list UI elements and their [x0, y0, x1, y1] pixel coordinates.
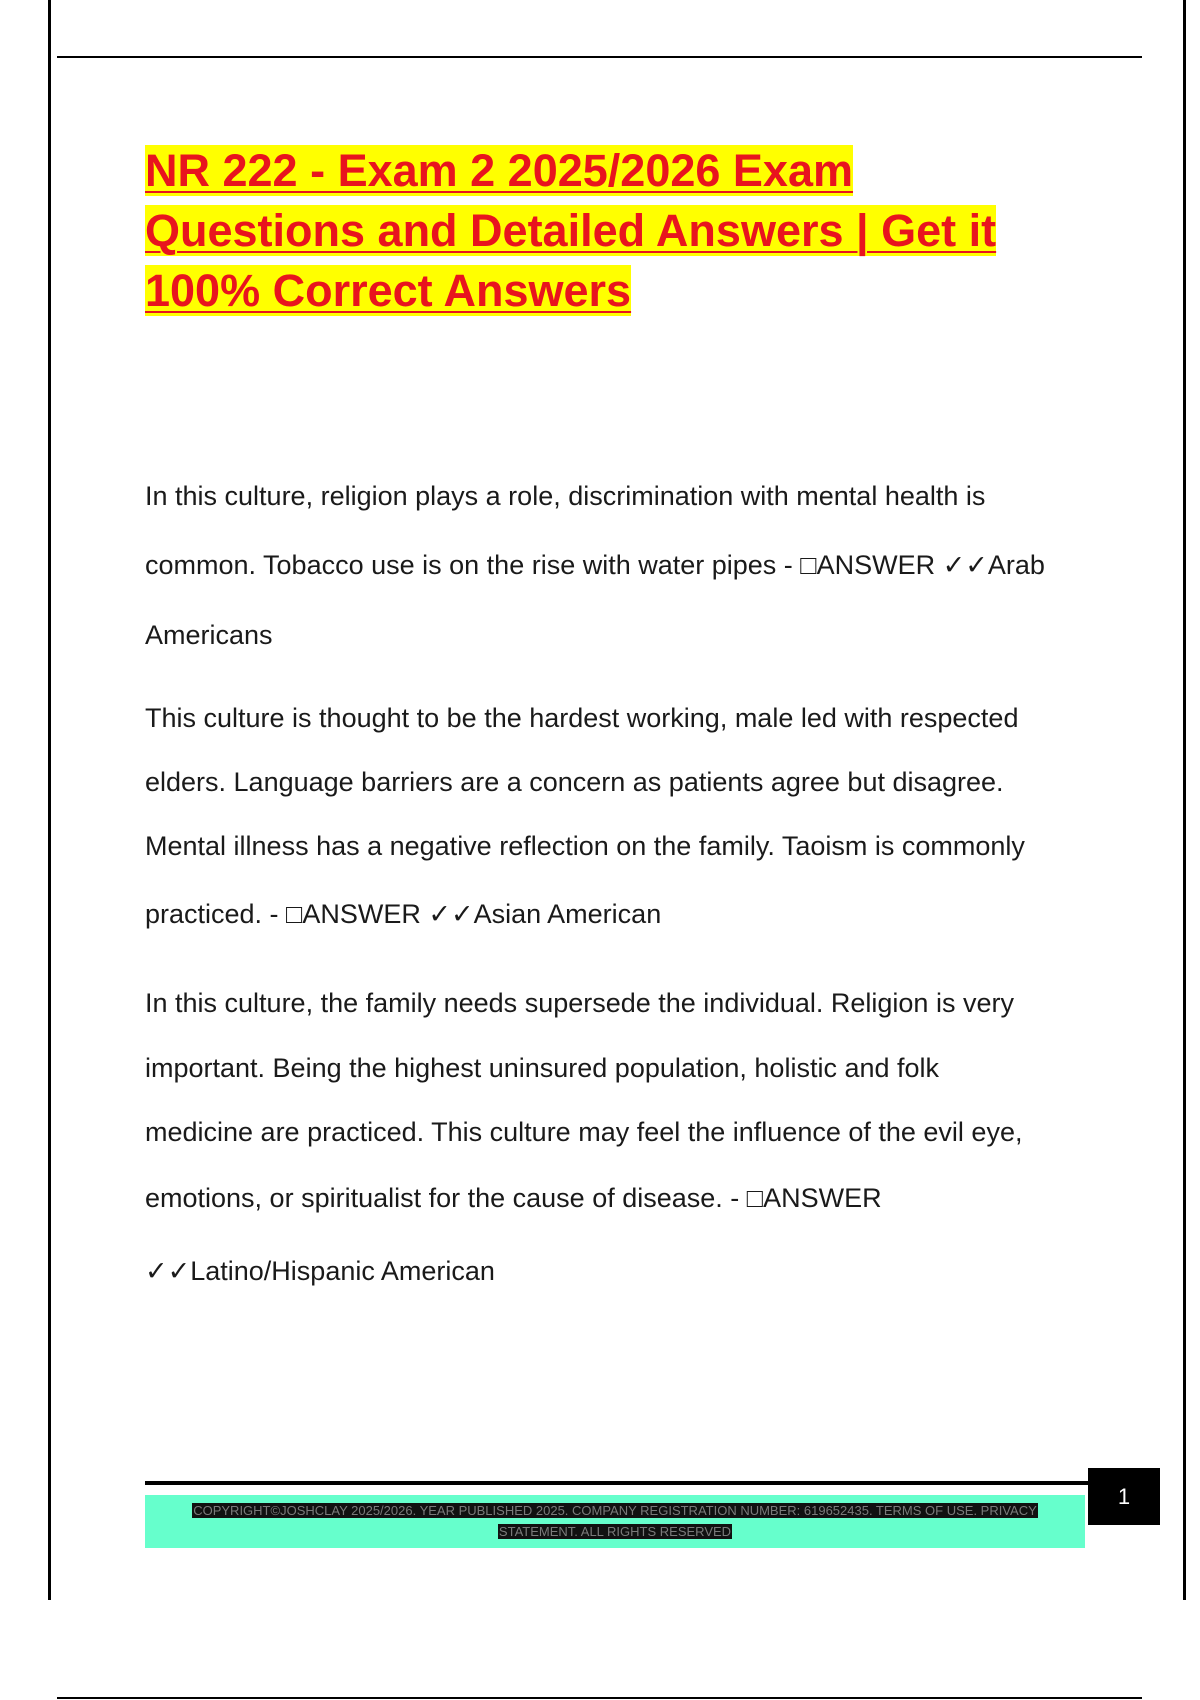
question-2-line-1: This culture is thought to be the hardest working, male led with respected — [145, 703, 1019, 733]
title-line-3: 100% Correct Answers — [145, 265, 632, 316]
footer-line-1: COPYRIGHT©JOSHCLAY 2025/2026. YEAR PUBLISHED 2025. COMPANY REGISTRATION NUMBER: 619652435. TERMS OF USE. PRIVACY — [193, 1503, 1037, 1518]
title-line-1: NR 222 - Exam 2 2025/2026 Exam — [145, 145, 853, 196]
question-2-line-2: elders. Language barriers are a concern as patients agree but disagree. — [145, 767, 1004, 797]
question-3-line-3: medicine are practiced. This culture may feel the influence of the evil eye, — [145, 1117, 1023, 1147]
question-2-line-4: practiced. - □ANSWER ✓✓Asian American — [145, 899, 662, 929]
question-3-line-1: In this culture, the family needs supersede the individual. Religion is very — [145, 988, 1014, 1018]
page-number: 1 — [1088, 1468, 1160, 1525]
footer-rule — [145, 1481, 1088, 1485]
question-1-line-1: In this culture, religion plays a role, discrimination with mental health is — [145, 481, 986, 511]
document-title — [145, 141, 1095, 321]
footer-copyright-text — [145, 1500, 1085, 1542]
question-1-line-2: common. Tobacco use is on the rise with water pipes - □ANSWER ✓✓Arab — [145, 550, 1045, 580]
header-rule — [57, 56, 1142, 58]
title-line-2: Questions and Detailed Answers | Get it — [145, 205, 997, 256]
question-3-line-4: emotions, or spiritualist for the cause of disease. - □ANSWER — [145, 1183, 882, 1213]
footer-line-2: STATEMENT. ALL RIGHTS RESERVED — [498, 1524, 732, 1539]
page-border-left — [48, 0, 51, 1600]
question-3-line-2: important. Being the highest uninsured population, holistic and folk — [145, 1053, 940, 1083]
question-3-line-5: ✓✓Latino/Hispanic American — [145, 1256, 495, 1286]
page-border-right — [1183, 0, 1186, 1600]
question-1-line-3: Americans — [145, 620, 273, 650]
next-page-rule — [57, 1697, 1142, 1699]
question-2-line-3: Mental illness has a negative reflection on the family. Taoism is commonly — [145, 831, 1025, 861]
